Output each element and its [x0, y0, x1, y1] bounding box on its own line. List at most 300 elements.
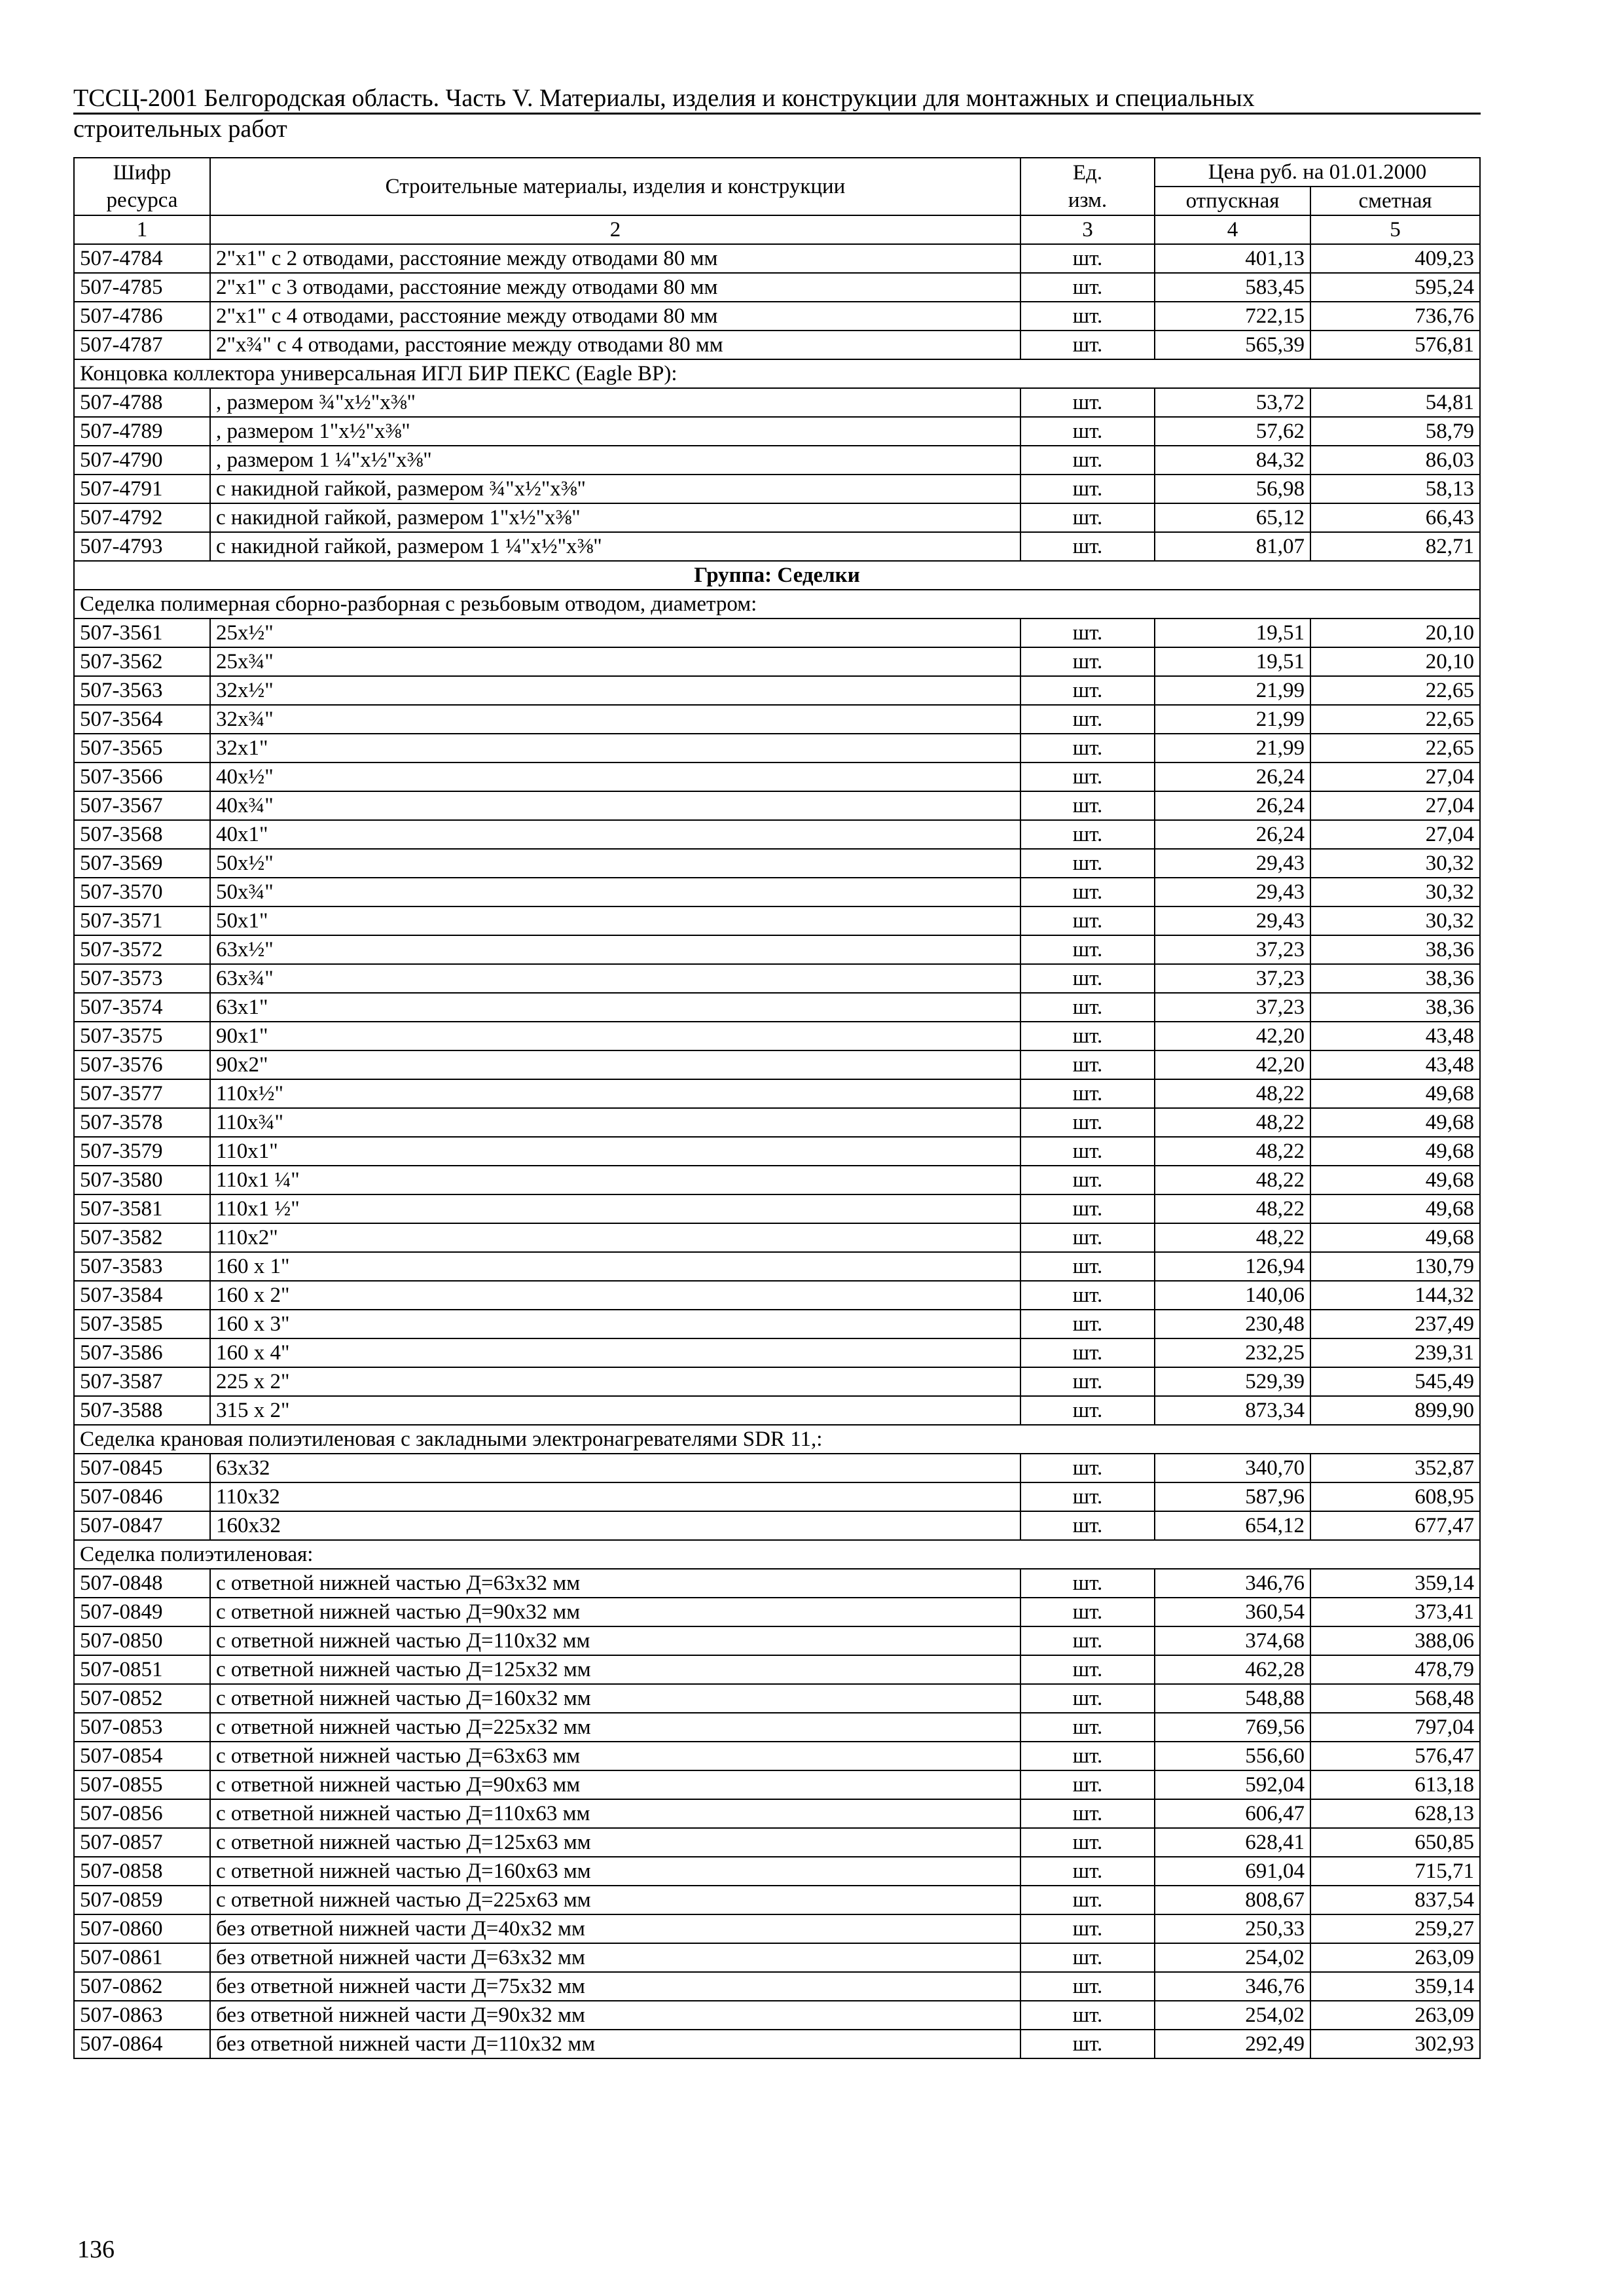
cell-name: 110x¾" — [210, 1108, 1020, 1137]
cell-name: с ответной нижней частью Д=125x63 мм — [210, 1828, 1020, 1857]
cell-price-release: 346,76 — [1155, 1569, 1310, 1598]
cell-name: 110x1" — [210, 1137, 1020, 1166]
cell-name: 160 x 2" — [210, 1281, 1020, 1310]
cell-name: без ответной нижней части Д=110x32 мм — [210, 2030, 1020, 2058]
cell-price-estimate: 30,32 — [1310, 849, 1480, 878]
cell-price-estimate: 263,09 — [1310, 1943, 1480, 1972]
table-row — [74, 791, 1480, 820]
cell-name: с ответной нижней частью Д=110x63 мм — [210, 1799, 1020, 1828]
table-row — [74, 475, 1480, 503]
cell-name: , размером 1 ¼"x½"x⅜" — [210, 446, 1020, 475]
cell-unit: шт. — [1020, 1194, 1155, 1223]
cell-price-release: 873,34 — [1155, 1396, 1310, 1425]
cell-price-release: 48,22 — [1155, 1137, 1310, 1166]
cell-price-release: 65,12 — [1155, 503, 1310, 532]
cell-price-release: 556,60 — [1155, 1742, 1310, 1770]
cell-name: 32x¾" — [210, 705, 1020, 734]
cell-price-release: 587,96 — [1155, 1482, 1310, 1511]
cell-price-estimate: 49,68 — [1310, 1079, 1480, 1108]
cell-unit: шт. — [1020, 993, 1155, 1022]
header-price-title: Цена руб. на 01.01.2000 — [1155, 158, 1480, 187]
cell-code: 507-4792 — [74, 503, 210, 532]
cell-code: 507-3577 — [74, 1079, 210, 1108]
cell-name: 63x1" — [210, 993, 1020, 1022]
table-row — [74, 1338, 1480, 1367]
header-price-release: отпускная — [1155, 187, 1310, 215]
cell-price-estimate: 715,71 — [1310, 1857, 1480, 1886]
cell-unit: шт. — [1020, 1886, 1155, 1914]
group-heading-row — [74, 561, 1480, 590]
cell-code: 507-3585 — [74, 1310, 210, 1338]
header-code-line2: ресурса — [106, 188, 178, 212]
cell-unit: шт. — [1020, 1454, 1155, 1482]
table-row — [74, 1828, 1480, 1857]
cell-name: 2"x1" с 4 отводами, расстояние между отводами 80 мм — [210, 302, 1020, 331]
cell-price-release: 48,22 — [1155, 1194, 1310, 1223]
cell-unit: шт. — [1020, 1482, 1155, 1511]
cell-code: 507-3570 — [74, 878, 210, 906]
cell-name: с накидной гайкой, размером ¾"x½"x⅜" — [210, 475, 1020, 503]
table-row — [74, 1050, 1480, 1079]
cell-price-estimate: 49,68 — [1310, 1137, 1480, 1166]
table-row — [74, 1454, 1480, 1482]
cell-price-release: 360,54 — [1155, 1598, 1310, 1626]
header-code — [74, 158, 210, 215]
cell-price-estimate: 54,81 — [1310, 388, 1480, 417]
cell-name: 63x¾" — [210, 964, 1020, 993]
cell-price-estimate: 677,47 — [1310, 1511, 1480, 1540]
cell-code: 507-3562 — [74, 647, 210, 676]
cell-unit: шт. — [1020, 1079, 1155, 1108]
cell-code: 507-0849 — [74, 1598, 210, 1626]
cell-unit: шт. — [1020, 1396, 1155, 1425]
cell-price-estimate: 409,23 — [1310, 244, 1480, 273]
cell-price-estimate: 237,49 — [1310, 1310, 1480, 1338]
cell-price-estimate: 27,04 — [1310, 820, 1480, 849]
cell-price-estimate: 650,85 — [1310, 1828, 1480, 1857]
cell-price-estimate: 86,03 — [1310, 446, 1480, 475]
cell-price-release: 691,04 — [1155, 1857, 1310, 1886]
table-row — [74, 1914, 1480, 1943]
cell-price-release: 37,23 — [1155, 935, 1310, 964]
header-code-line1: Шифр — [113, 161, 171, 185]
section-heading-row — [74, 1425, 1480, 1454]
cell-price-estimate: 608,95 — [1310, 1482, 1480, 1511]
cell-unit: шт. — [1020, 1569, 1155, 1598]
column-number: 4 — [1155, 215, 1310, 244]
cell-price-release: 126,94 — [1155, 1252, 1310, 1281]
cell-name: 160 x 1" — [210, 1252, 1020, 1281]
cell-code: 507-3581 — [74, 1194, 210, 1223]
cell-price-release: 722,15 — [1155, 302, 1310, 331]
table-row — [74, 906, 1480, 935]
cell-code: 507-0858 — [74, 1857, 210, 1886]
cell-price-estimate: 837,54 — [1310, 1886, 1480, 1914]
cell-unit: шт. — [1020, 1281, 1155, 1310]
cell-price-estimate: 49,68 — [1310, 1194, 1480, 1223]
table-row — [74, 2030, 1480, 2058]
cell-price-estimate: 568,48 — [1310, 1684, 1480, 1713]
table-row — [74, 1511, 1480, 1540]
table-row — [74, 1281, 1480, 1310]
section-heading: Концовка коллектора универсальная ИГЛ БИР ПЕКС (Eagle BP): — [74, 359, 1480, 388]
cell-name: 40x1" — [210, 820, 1020, 849]
cell-price-release: 374,68 — [1155, 1626, 1310, 1655]
section-heading: Седелка полиэтиленовая: — [74, 1540, 1480, 1569]
header-price-estimate: сметная — [1310, 187, 1480, 215]
cell-name: 160 x 3" — [210, 1310, 1020, 1338]
cell-name: 315 x 2" — [210, 1396, 1020, 1425]
cell-unit: шт. — [1020, 1252, 1155, 1281]
cell-price-release: 654,12 — [1155, 1511, 1310, 1540]
cell-code: 507-0851 — [74, 1655, 210, 1684]
cell-price-estimate: 359,14 — [1310, 1972, 1480, 2001]
cell-unit: шт. — [1020, 1943, 1155, 1972]
header-unit-line2: изм. — [1068, 188, 1108, 212]
section-heading-row — [74, 590, 1480, 619]
cell-price-release: 230,48 — [1155, 1310, 1310, 1338]
cell-name: 50x¾" — [210, 878, 1020, 906]
table-row — [74, 619, 1480, 647]
cell-price-estimate: 58,13 — [1310, 475, 1480, 503]
cell-price-estimate: 352,87 — [1310, 1454, 1480, 1482]
cell-price-release: 48,22 — [1155, 1079, 1310, 1108]
cell-code: 507-4793 — [74, 532, 210, 561]
cell-name: 2"x1" с 2 отводами, расстояние между отводами 80 мм — [210, 244, 1020, 273]
cell-code: 507-0861 — [74, 1943, 210, 1972]
cell-code: 507-0856 — [74, 1799, 210, 1828]
cell-price-release: 19,51 — [1155, 619, 1310, 647]
cell-price-estimate: 239,31 — [1310, 1338, 1480, 1367]
table-row — [74, 935, 1480, 964]
cell-price-estimate: 478,79 — [1310, 1655, 1480, 1684]
cell-price-release: 340,70 — [1155, 1454, 1310, 1482]
cell-unit: шт. — [1020, 331, 1155, 359]
table-row — [74, 1626, 1480, 1655]
table-row — [74, 705, 1480, 734]
table-row — [74, 331, 1480, 359]
table-row — [74, 1598, 1480, 1626]
cell-code: 507-3578 — [74, 1108, 210, 1137]
table-row — [74, 1108, 1480, 1137]
cell-code: 507-4784 — [74, 244, 210, 273]
cell-price-estimate: 545,49 — [1310, 1367, 1480, 1396]
group-heading: Группа: Седелки — [74, 561, 1480, 590]
cell-name: без ответной нижней части Д=63x32 мм — [210, 1943, 1020, 1972]
table-row — [74, 1022, 1480, 1050]
cell-price-release: 37,23 — [1155, 964, 1310, 993]
cell-unit: шт. — [1020, 1108, 1155, 1137]
table-row — [74, 1252, 1480, 1281]
cell-code: 507-4789 — [74, 417, 210, 446]
cell-unit: шт. — [1020, 935, 1155, 964]
cell-unit: шт. — [1020, 964, 1155, 993]
cell-name: 225 x 2" — [210, 1367, 1020, 1396]
cell-unit: шт. — [1020, 1310, 1155, 1338]
section-heading: Седелка крановая полиэтиленовая с закладными электронагревателями SDR 11,: — [74, 1425, 1480, 1454]
cell-name: 110x32 — [210, 1482, 1020, 1511]
cell-price-release: 48,22 — [1155, 1223, 1310, 1252]
cell-price-release: 21,99 — [1155, 705, 1310, 734]
table-row — [74, 244, 1480, 273]
table-row — [74, 1857, 1480, 1886]
cell-price-release: 26,24 — [1155, 791, 1310, 820]
cell-code: 507-0862 — [74, 1972, 210, 2001]
cell-name: с ответной нижней частью Д=90x32 мм — [210, 1598, 1020, 1626]
cell-code: 507-0852 — [74, 1684, 210, 1713]
table-row — [74, 993, 1480, 1022]
cell-unit: шт. — [1020, 273, 1155, 302]
table-row — [74, 302, 1480, 331]
cell-price-estimate: 30,32 — [1310, 906, 1480, 935]
table-header-row — [74, 158, 1480, 187]
cell-price-estimate: 359,14 — [1310, 1569, 1480, 1598]
cell-unit: шт. — [1020, 1914, 1155, 1943]
cell-price-release: 140,06 — [1155, 1281, 1310, 1310]
cell-code: 507-3582 — [74, 1223, 210, 1252]
cell-code: 507-3575 — [74, 1022, 210, 1050]
cell-price-release: 26,24 — [1155, 820, 1310, 849]
cell-code: 507-3579 — [74, 1137, 210, 1166]
cell-code: 507-3588 — [74, 1396, 210, 1425]
cell-name: с ответной нижней частью Д=160x63 мм — [210, 1857, 1020, 1886]
cell-name: 2"x1" с 3 отводами, расстояние между отводами 80 мм — [210, 273, 1020, 302]
cell-price-estimate: 595,24 — [1310, 273, 1480, 302]
cell-price-estimate: 49,68 — [1310, 1108, 1480, 1137]
cell-price-release: 254,02 — [1155, 2001, 1310, 2030]
cell-price-estimate: 736,76 — [1310, 302, 1480, 331]
cell-unit: шт. — [1020, 762, 1155, 791]
page-header — [73, 84, 1481, 143]
cell-price-release: 53,72 — [1155, 388, 1310, 417]
cell-name: 25x½" — [210, 619, 1020, 647]
cell-price-estimate: 22,65 — [1310, 705, 1480, 734]
table-row — [74, 1799, 1480, 1828]
cell-price-estimate: 27,04 — [1310, 791, 1480, 820]
cell-price-release: 37,23 — [1155, 993, 1310, 1022]
cell-code: 507-3583 — [74, 1252, 210, 1281]
cell-price-release: 592,04 — [1155, 1770, 1310, 1799]
cell-code: 507-3586 — [74, 1338, 210, 1367]
cell-unit: шт. — [1020, 388, 1155, 417]
table-row — [74, 734, 1480, 762]
cell-unit: шт. — [1020, 619, 1155, 647]
cell-price-release: 529,39 — [1155, 1367, 1310, 1396]
table-row — [74, 532, 1480, 561]
table-row — [74, 1166, 1480, 1194]
table-row — [74, 676, 1480, 705]
section-heading-row — [74, 1540, 1480, 1569]
cell-price-estimate: 38,36 — [1310, 993, 1480, 1022]
cell-price-release: 42,20 — [1155, 1050, 1310, 1079]
cell-code: 507-0864 — [74, 2030, 210, 2058]
cell-price-estimate: 49,68 — [1310, 1223, 1480, 1252]
cell-price-estimate: 49,68 — [1310, 1166, 1480, 1194]
table-row — [74, 878, 1480, 906]
cell-name: с ответной нижней частью Д=110x32 мм — [210, 1626, 1020, 1655]
cell-unit: шт. — [1020, 647, 1155, 676]
table-row — [74, 1972, 1480, 2001]
table-row — [74, 1223, 1480, 1252]
cell-price-estimate: 20,10 — [1310, 647, 1480, 676]
cell-unit: шт. — [1020, 676, 1155, 705]
cell-code: 507-3571 — [74, 906, 210, 935]
cell-price-release: 48,22 — [1155, 1166, 1310, 1194]
table-row — [74, 2001, 1480, 2030]
cell-name: 40x¾" — [210, 791, 1020, 820]
table-row — [74, 417, 1480, 446]
cell-unit: шт. — [1020, 1684, 1155, 1713]
cell-price-release: 21,99 — [1155, 734, 1310, 762]
cell-unit: шт. — [1020, 906, 1155, 935]
section-heading-row — [74, 359, 1480, 388]
table-row — [74, 1742, 1480, 1770]
table-row — [74, 1137, 1480, 1166]
cell-code: 507-0854 — [74, 1742, 210, 1770]
cell-name: 25x¾" — [210, 647, 1020, 676]
cell-price-release: 42,20 — [1155, 1022, 1310, 1050]
cell-unit: шт. — [1020, 1857, 1155, 1886]
cell-price-estimate: 263,09 — [1310, 2001, 1480, 2030]
cell-unit: шт. — [1020, 1367, 1155, 1396]
cell-price-release: 292,49 — [1155, 2030, 1310, 2058]
cell-price-release: 565,39 — [1155, 331, 1310, 359]
cell-code: 507-0857 — [74, 1828, 210, 1857]
header-subtitle: строительных работ — [73, 115, 287, 143]
table-row — [74, 964, 1480, 993]
cell-price-estimate: 576,47 — [1310, 1742, 1480, 1770]
cell-price-estimate: 43,48 — [1310, 1050, 1480, 1079]
column-number: 2 — [210, 215, 1020, 244]
table-row — [74, 647, 1480, 676]
cell-unit: шт. — [1020, 532, 1155, 561]
cell-code: 507-3574 — [74, 993, 210, 1022]
cell-price-release: 232,25 — [1155, 1338, 1310, 1367]
cell-price-release: 56,98 — [1155, 475, 1310, 503]
cell-price-release: 26,24 — [1155, 762, 1310, 791]
cell-unit: шт. — [1020, 1166, 1155, 1194]
table-row — [74, 762, 1480, 791]
cell-name: с ответной нижней частью Д=90x63 мм — [210, 1770, 1020, 1799]
header-title: ТССЦ-2001 Белгородская область. Часть V. Материалы, изделия и конструкции для монтажных и специальных — [73, 84, 1481, 115]
cell-code: 507-3576 — [74, 1050, 210, 1079]
cell-price-estimate: 58,79 — [1310, 417, 1480, 446]
cell-price-release: 462,28 — [1155, 1655, 1310, 1684]
table-row — [74, 1367, 1480, 1396]
cell-price-estimate: 613,18 — [1310, 1770, 1480, 1799]
cell-price-estimate: 43,48 — [1310, 1022, 1480, 1050]
table-row — [74, 1079, 1480, 1108]
column-number: 5 — [1310, 215, 1480, 244]
table-row — [74, 273, 1480, 302]
cell-price-estimate: 388,06 — [1310, 1626, 1480, 1655]
cell-unit: шт. — [1020, 1655, 1155, 1684]
cell-code: 507-0863 — [74, 2001, 210, 2030]
cell-unit: шт. — [1020, 244, 1155, 273]
cell-price-release: 346,76 — [1155, 1972, 1310, 2001]
cell-unit: шт. — [1020, 1972, 1155, 2001]
cell-code: 507-3569 — [74, 849, 210, 878]
table-row — [74, 849, 1480, 878]
cell-price-estimate: 628,13 — [1310, 1799, 1480, 1828]
cell-unit: шт. — [1020, 1770, 1155, 1799]
cell-unit: шт. — [1020, 820, 1155, 849]
cell-price-estimate: 38,36 — [1310, 964, 1480, 993]
cell-code: 507-0846 — [74, 1482, 210, 1511]
cell-code: 507-4786 — [74, 302, 210, 331]
column-number: 1 — [74, 215, 210, 244]
table-row — [74, 503, 1480, 532]
cell-unit: шт. — [1020, 503, 1155, 532]
cell-code: 507-3580 — [74, 1166, 210, 1194]
cell-name: 50x½" — [210, 849, 1020, 878]
column-number-row — [74, 215, 1480, 244]
cell-price-estimate: 302,93 — [1310, 2030, 1480, 2058]
table-row — [74, 1886, 1480, 1914]
cell-code: 507-4785 — [74, 273, 210, 302]
cell-code: 507-0850 — [74, 1626, 210, 1655]
cell-name: 2"x¾" с 4 отводами, расстояние между отводами 80 мм — [210, 331, 1020, 359]
cell-price-release: 29,43 — [1155, 849, 1310, 878]
cell-code: 507-3587 — [74, 1367, 210, 1396]
cell-unit: шт. — [1020, 1022, 1155, 1050]
table-row — [74, 1396, 1480, 1425]
cell-name: 110x1 ½" — [210, 1194, 1020, 1223]
table-row — [74, 388, 1480, 417]
cell-unit: шт. — [1020, 849, 1155, 878]
cell-name: без ответной нижней части Д=90x32 мм — [210, 2001, 1020, 2030]
table-row — [74, 1569, 1480, 1598]
cell-name: с накидной гайкой, размером 1"x½"x⅜" — [210, 503, 1020, 532]
table-row — [74, 1482, 1480, 1511]
cell-unit: шт. — [1020, 791, 1155, 820]
cell-unit: шт. — [1020, 734, 1155, 762]
cell-price-release: 84,32 — [1155, 446, 1310, 475]
cell-price-release: 250,33 — [1155, 1914, 1310, 1943]
table-row — [74, 1943, 1480, 1972]
cell-code: 507-0860 — [74, 1914, 210, 1943]
cell-unit: шт. — [1020, 705, 1155, 734]
table-row — [74, 1684, 1480, 1713]
cell-unit: шт. — [1020, 1742, 1155, 1770]
cell-name: 50x1" — [210, 906, 1020, 935]
table-row — [74, 1194, 1480, 1223]
cell-name: 110x2" — [210, 1223, 1020, 1252]
cell-price-estimate: 27,04 — [1310, 762, 1480, 791]
cell-name: без ответной нижней части Д=75x32 мм — [210, 1972, 1020, 2001]
column-number: 3 — [1020, 215, 1155, 244]
cell-price-estimate: 30,32 — [1310, 878, 1480, 906]
price-table — [73, 157, 1481, 2059]
cell-price-release: 48,22 — [1155, 1108, 1310, 1137]
cell-code: 507-3561 — [74, 619, 210, 647]
table-row — [74, 820, 1480, 849]
cell-price-estimate: 259,27 — [1310, 1914, 1480, 1943]
cell-unit: шт. — [1020, 417, 1155, 446]
cell-price-estimate: 797,04 — [1310, 1713, 1480, 1742]
cell-unit: шт. — [1020, 1828, 1155, 1857]
cell-name: 90x2" — [210, 1050, 1020, 1079]
cell-unit: шт. — [1020, 1626, 1155, 1655]
header-unit — [1020, 158, 1155, 215]
cell-code: 507-4790 — [74, 446, 210, 475]
cell-unit: шт. — [1020, 1511, 1155, 1540]
cell-price-estimate: 130,79 — [1310, 1252, 1480, 1281]
cell-code: 507-3564 — [74, 705, 210, 734]
table-body — [74, 244, 1480, 2058]
cell-name: с ответной нижней частью Д=160x32 мм — [210, 1684, 1020, 1713]
cell-name: без ответной нижней части Д=40x32 мм — [210, 1914, 1020, 1943]
